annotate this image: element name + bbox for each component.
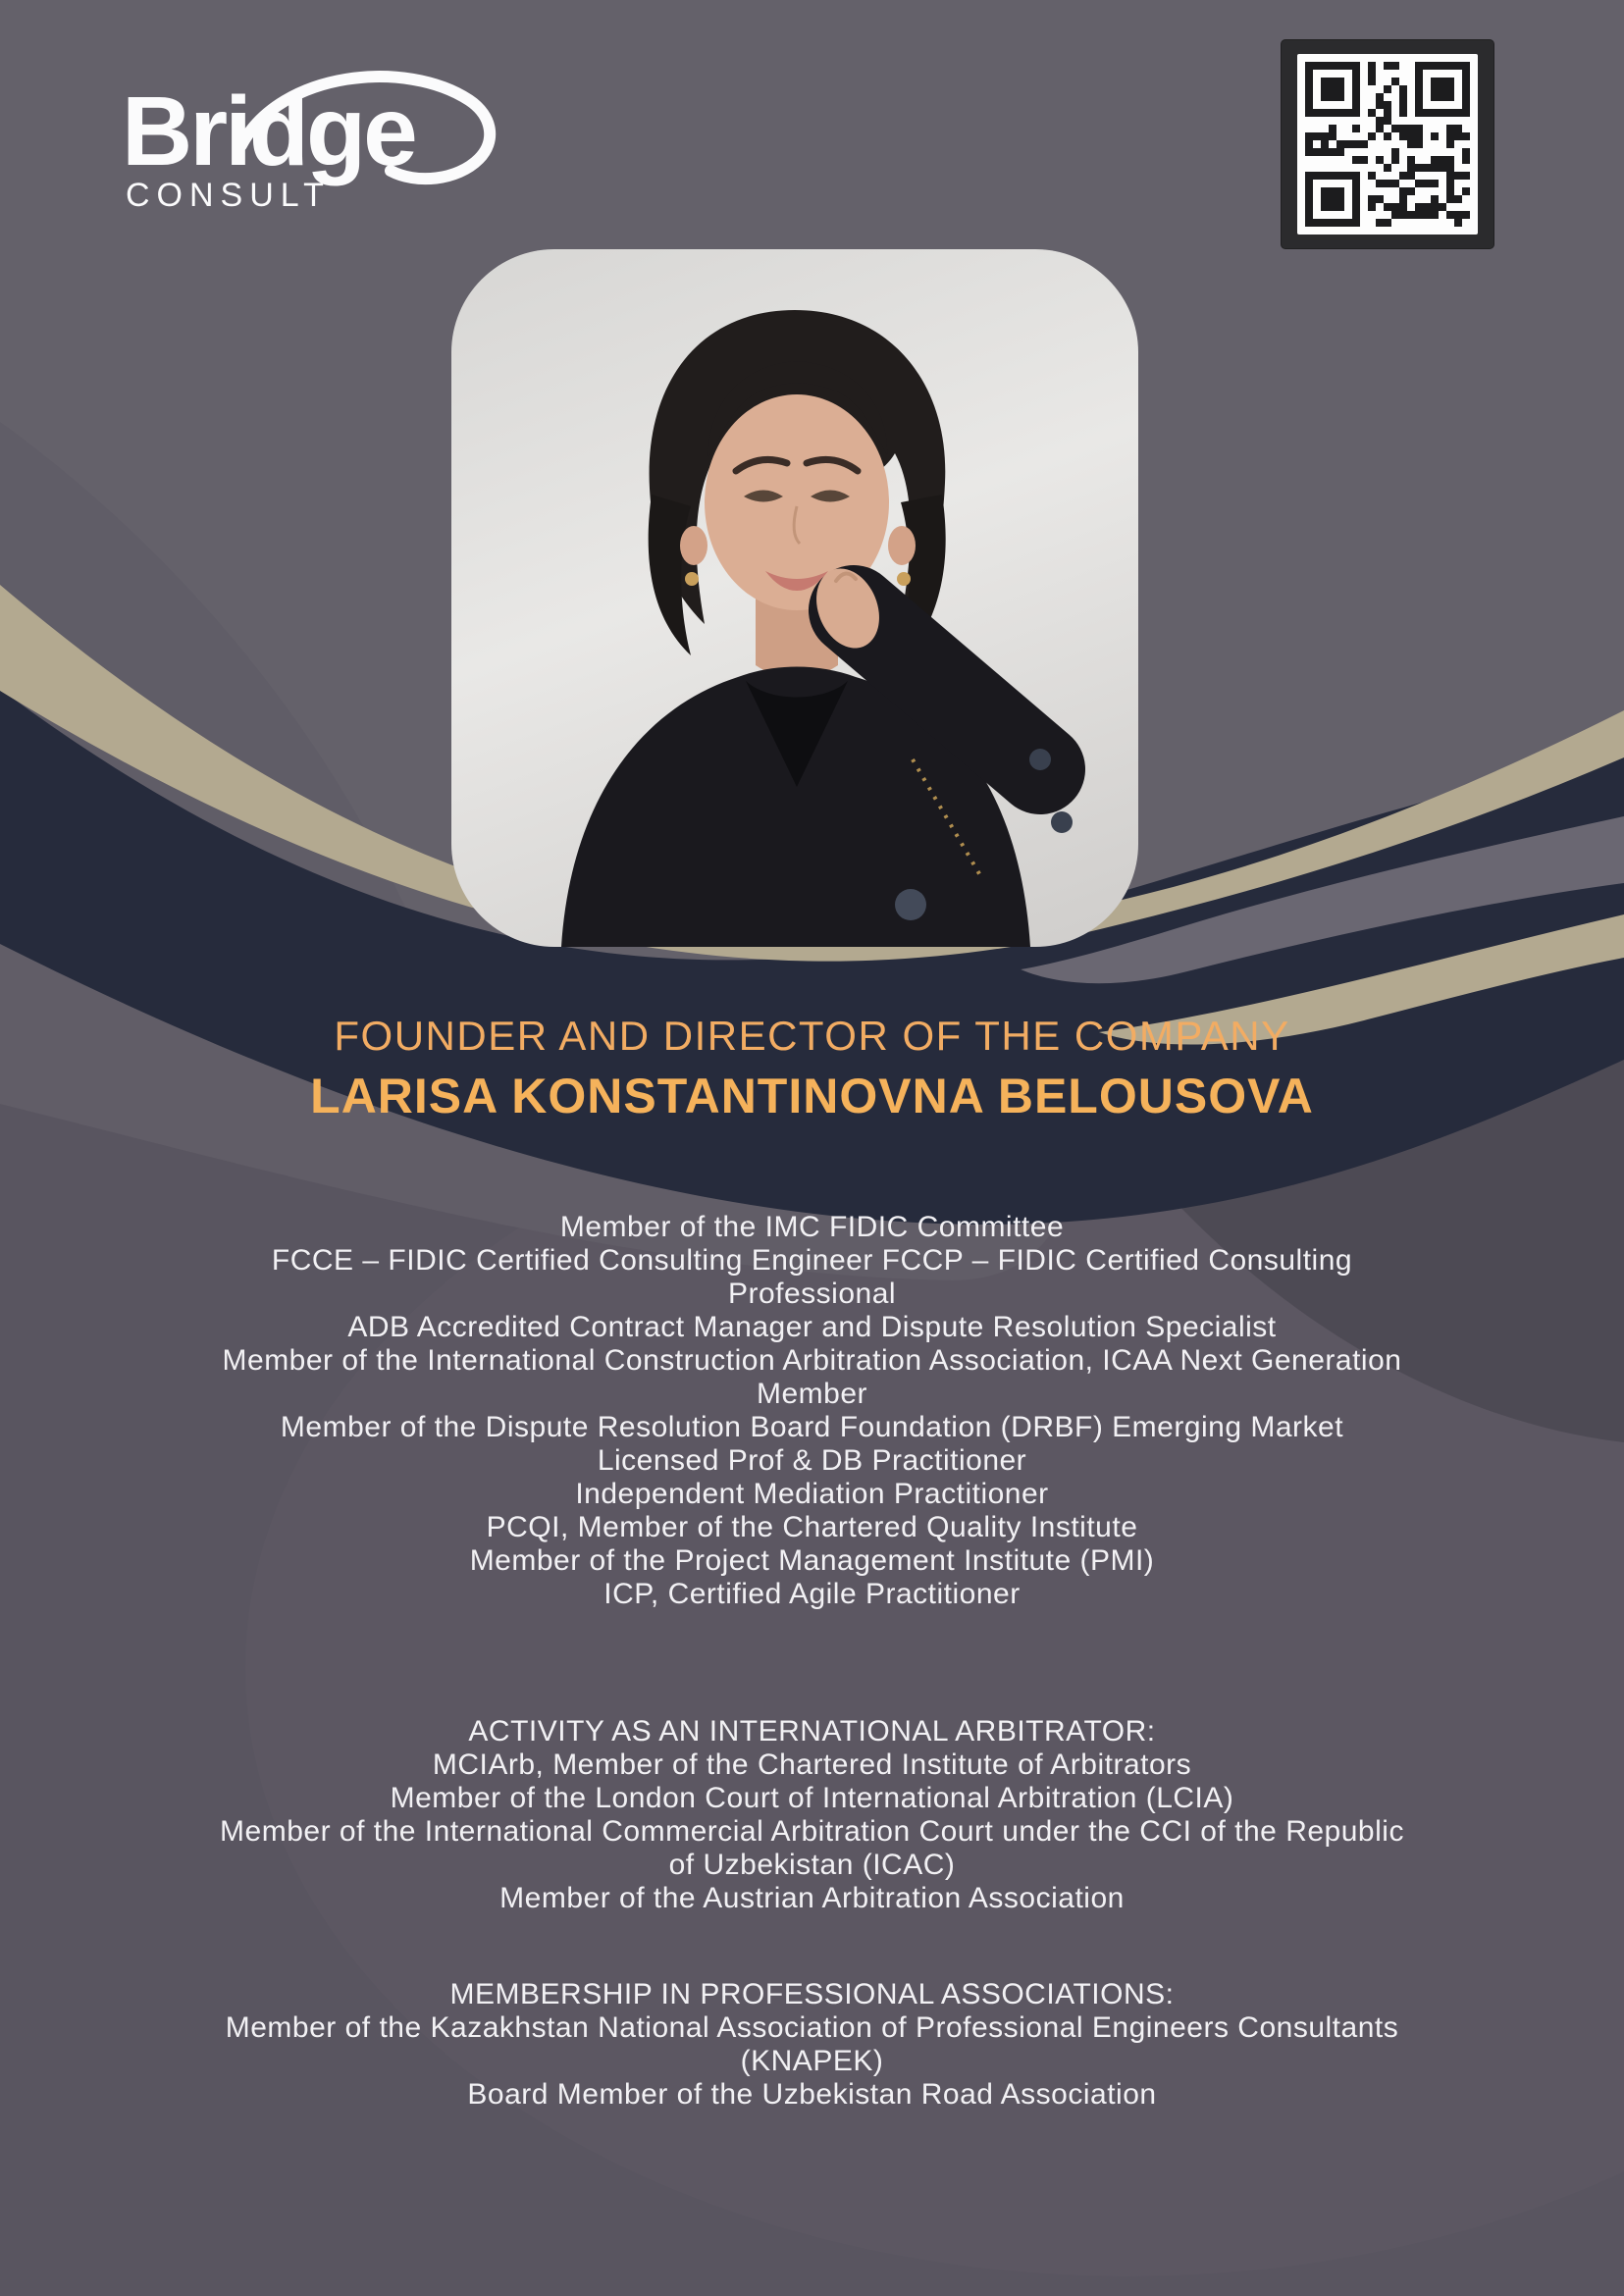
membership-list bbox=[219, 2011, 1406, 2112]
qr-code-inner bbox=[1297, 54, 1478, 235]
bridge-consult-logo bbox=[116, 51, 498, 218]
credential-line: FCCE – FIDIC Certified Consulting Engineer FCCP – FIDIC Certified Consulting Professional bbox=[271, 1244, 1353, 1310]
portrait-photo bbox=[451, 249, 1138, 947]
credential-line: Member of the IMC FIDIC Committee bbox=[559, 1211, 1065, 1243]
arbitrator-item: Member of the Austrian Arbitration Association bbox=[499, 1882, 1125, 1914]
section-membership bbox=[219, 1978, 1406, 2112]
headline-title: FOUNDER AND DIRECTOR OF THE COMPANY bbox=[334, 1013, 1290, 1059]
credential-line: Member of the International Construction Arbitration Association, ICAA Next Generation Member bbox=[222, 1344, 1402, 1410]
arbitrator-item: Member of the International Commercial Arbitration Court under the CCI of the Republic of Uzbekistan (ICAC) bbox=[220, 1815, 1404, 1881]
credential-line: ICP, Certified Agile Practitioner bbox=[603, 1578, 1021, 1610]
logo-wordmark: Bridge bbox=[122, 77, 415, 186]
credential-line: ADB Accredited Contract Manager and Dispute Resolution Specialist bbox=[347, 1311, 1277, 1343]
arbitrator-item: MCIArb, Member of the Chartered Institute of Arbitrators bbox=[432, 1748, 1192, 1781]
section-heading-arbitrator: ACTIVITY AS AN INTERNATIONAL ARBITRATOR: bbox=[468, 1715, 1156, 1748]
qr-code bbox=[1281, 39, 1494, 249]
credential-line: PCQI, Member of the Chartered Quality Institute bbox=[486, 1511, 1138, 1543]
portrait-illustration bbox=[451, 249, 1138, 947]
membership-item: Member of the Kazakhstan National Association of Professional Engineers Consultants (KNAPEK) bbox=[225, 2011, 1399, 2077]
headline-name: LARISA KONSTANTINOVNA BELOUSOVA bbox=[310, 1069, 1314, 1123]
credential-line: Member of the Project Management Institute (PMI) bbox=[469, 1544, 1155, 1577]
qr-code-pattern bbox=[1305, 62, 1470, 227]
bridge-logo-graphic bbox=[116, 51, 498, 218]
arbitrator-list bbox=[219, 1748, 1406, 1915]
credential-line: Independent Mediation Practitioner bbox=[575, 1478, 1049, 1510]
arbitrator-item: Member of the London Court of International Arbitration (LCIA) bbox=[390, 1782, 1234, 1814]
credential-line: Member of the Dispute Resolution Board Foundation (DRBF) Emerging Market Licensed Prof & DB Practitioner bbox=[280, 1411, 1344, 1477]
credentials-list bbox=[219, 1211, 1406, 1611]
section-heading-membership: MEMBERSHIP IN PROFESSIONAL ASSOCIATIONS: bbox=[449, 1978, 1175, 2010]
membership-item: Board Member of the Uzbekistan Road Association bbox=[467, 2078, 1157, 2111]
section-arbitrator bbox=[219, 1715, 1406, 1915]
logo-subtitle: CONSULT bbox=[126, 177, 331, 214]
